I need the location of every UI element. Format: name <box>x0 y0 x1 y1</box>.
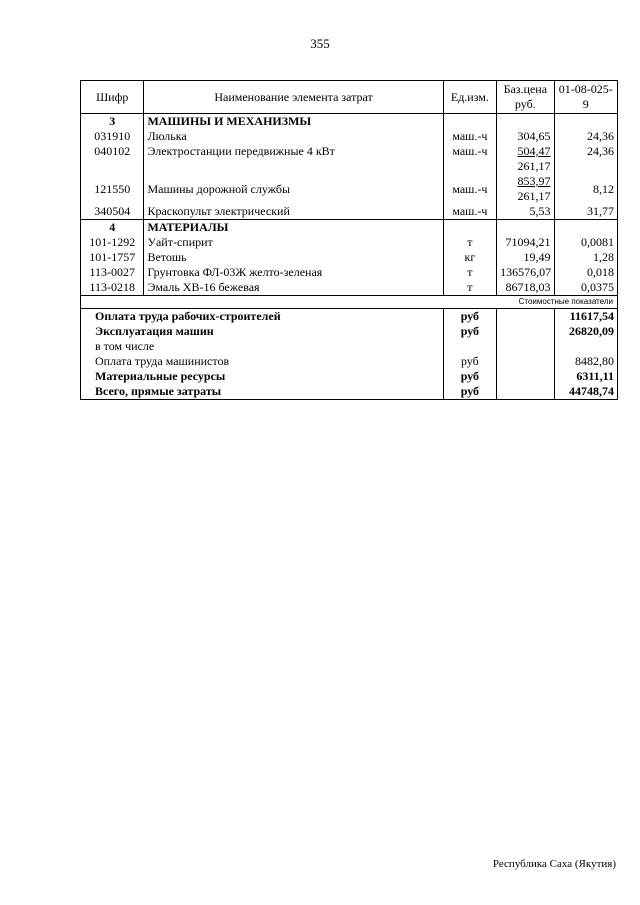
summary-label: Оплата труда рабочих-строителей <box>81 309 444 325</box>
table-row <box>81 144 618 174</box>
row-price: 86718,03 <box>497 280 554 296</box>
row-unit: маш.-ч <box>443 174 496 204</box>
row-unit: маш.-ч <box>443 129 496 144</box>
row-name: Электростанции передвижные 4 кВт <box>144 144 443 174</box>
row-unit: т <box>443 280 496 296</box>
row-code: 101-1757 <box>81 250 144 265</box>
row-value: 24,36 <box>554 129 618 144</box>
row-code: 040102 <box>81 144 144 174</box>
summary-label: Оплата труда машинистов <box>81 354 444 369</box>
summary-value <box>554 339 618 354</box>
header-name: Наименование элемента затрат <box>144 81 443 114</box>
row-name: Ветошь <box>144 250 443 265</box>
summary-unit: руб <box>443 309 496 325</box>
row-unit: маш.-ч <box>443 204 496 220</box>
table-header-row <box>81 81 618 114</box>
row-unit: кг <box>443 250 496 265</box>
summary-unit: руб <box>443 354 496 369</box>
summary-label: Всего, прямые затраты <box>81 384 444 400</box>
section-row <box>81 114 618 130</box>
table-row <box>81 174 618 204</box>
section-code: 3 <box>81 114 144 130</box>
row-unit: т <box>443 265 496 280</box>
row-name: Машины дорожной службы <box>144 174 443 204</box>
summary-row <box>81 309 618 325</box>
row-code: 031910 <box>81 129 144 144</box>
summary-value: 8482,80 <box>554 354 618 369</box>
summary-row <box>81 354 618 369</box>
section-row <box>81 220 618 236</box>
row-name: Люлька <box>144 129 443 144</box>
header-base-price: Баз.цена руб. <box>497 81 554 114</box>
row-value: 1,28 <box>554 250 618 265</box>
section-code: 4 <box>81 220 144 236</box>
summary-label: Материальные ресурсы <box>81 369 444 384</box>
section-title: МАТЕРИАЛЫ <box>144 220 443 236</box>
summary-value: 6311,11 <box>554 369 618 384</box>
row-value: 0,0375 <box>554 280 618 296</box>
summary-label: в том числе <box>81 339 444 354</box>
row-price: 136576,07 <box>497 265 554 280</box>
header-unit: Ед.изм. <box>443 81 496 114</box>
summary-unit <box>443 339 496 354</box>
row-value: 31,77 <box>554 204 618 220</box>
row-value: 0,0081 <box>554 235 618 250</box>
row-value: 0,018 <box>554 265 618 280</box>
summary-value: 26820,09 <box>554 324 618 339</box>
summary-value: 44748,74 <box>554 384 618 400</box>
row-price: 304,65 <box>497 129 554 144</box>
table-row <box>81 280 618 296</box>
cost-indicators-row <box>81 296 618 309</box>
page-number: 355 <box>310 36 330 51</box>
summary-value: 11617,54 <box>554 309 618 325</box>
header-code: Шифр <box>81 81 144 114</box>
row-price-second: 261,17 <box>517 159 551 173</box>
row-price: 5,53 <box>497 204 554 220</box>
row-price: 19,49 <box>497 250 554 265</box>
table-row <box>81 129 618 144</box>
row-price-main: 853,97 <box>517 174 551 188</box>
row-price-main: 504,47 <box>517 144 551 158</box>
table-row <box>81 250 618 265</box>
table-row <box>81 204 618 220</box>
row-code: 113-0218 <box>81 280 144 296</box>
row-name: Краскопульт электрический <box>144 204 443 220</box>
row-price <box>497 174 554 204</box>
row-value: 24,36 <box>554 144 618 174</box>
row-code: 121550 <box>81 174 144 204</box>
summary-unit: руб <box>443 324 496 339</box>
row-value: 8,12 <box>554 174 618 204</box>
section-title: МАШИНЫ И МЕХАНИЗМЫ <box>144 114 443 130</box>
row-price-second: 261,17 <box>517 189 551 203</box>
summary-row <box>81 384 618 400</box>
cost-indicators-label: Стоимостные показатели <box>81 296 618 309</box>
summary-row <box>81 369 618 384</box>
row-price <box>497 144 554 174</box>
table-row <box>81 265 618 280</box>
row-name: Эмаль ХВ-16 бежевая <box>144 280 443 296</box>
summary-label: Эксплуатация машин <box>81 324 444 339</box>
cost-table <box>80 80 618 400</box>
header-norm: 01-08-025-9 <box>554 81 618 114</box>
row-code: 101-1292 <box>81 235 144 250</box>
row-name: Уайт-спирит <box>144 235 443 250</box>
row-unit: т <box>443 235 496 250</box>
row-code: 340504 <box>81 204 144 220</box>
summary-row <box>81 339 618 354</box>
row-code: 113-0027 <box>81 265 144 280</box>
summary-row <box>81 324 618 339</box>
table-row <box>81 235 618 250</box>
row-unit: маш.-ч <box>443 144 496 174</box>
summary-unit: руб <box>443 369 496 384</box>
footer-region: Республика Саха (Якутия) <box>492 858 616 870</box>
summary-unit: руб <box>443 384 496 400</box>
row-name: Грунтовка ФЛ-03Ж желто-зеленая <box>144 265 443 280</box>
row-price: 71094,21 <box>497 235 554 250</box>
